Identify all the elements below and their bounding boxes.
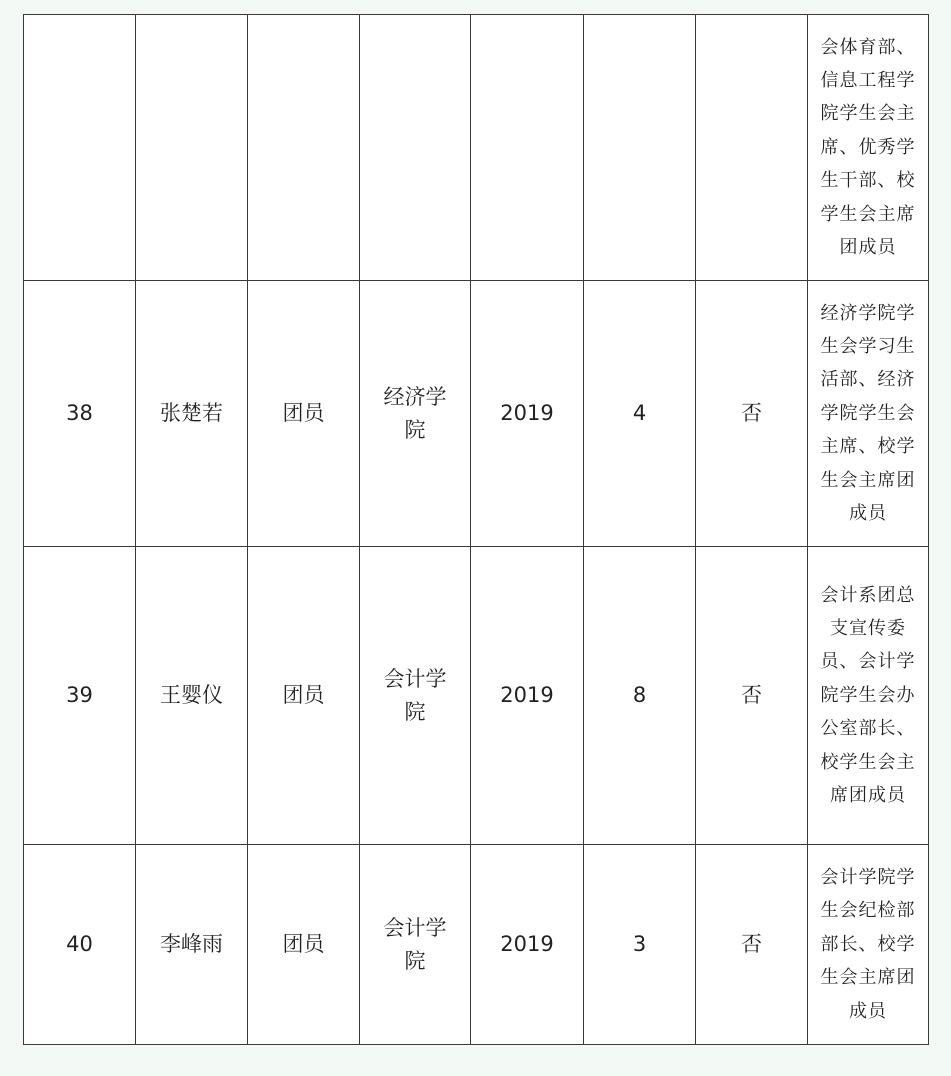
- table-row: [24, 845, 929, 1045]
- remark-cell: 会计学院学生会纪检部部长、校学生会主席团成员: [808, 845, 929, 1045]
- grade-cell: 2019: [471, 281, 584, 547]
- flag-cell: 否: [696, 845, 808, 1045]
- political-status-cell: 团员: [248, 845, 360, 1045]
- grade-cell: 2019: [471, 845, 584, 1045]
- flag-cell: 否: [696, 281, 808, 547]
- index-cell: 38: [24, 281, 136, 547]
- flag-cell: [696, 15, 808, 281]
- college-cell: [360, 15, 471, 281]
- value-cell: 8: [584, 547, 696, 845]
- value-cell: 4: [584, 281, 696, 547]
- index-cell: [24, 15, 136, 281]
- name-cell: 王婴仪: [136, 547, 248, 845]
- value-cell: 3: [584, 845, 696, 1045]
- grade-cell: [471, 15, 584, 281]
- index-cell: 39: [24, 547, 136, 845]
- index-cell: 40: [24, 845, 136, 1045]
- remark-cell: 会体育部、信息工程学院学生会主席、优秀学生干部、校学生会主席团成员: [808, 15, 929, 281]
- name-cell: 张楚若: [136, 281, 248, 547]
- remark-cell: 经济学院学生会学习生活部、经济学院学生会主席、校学生会主席团成员: [808, 281, 929, 547]
- value-cell: [584, 15, 696, 281]
- remark-cell: 会计系团总支宣传委员、会计学院学生会办公室部长、校学生会主席团成员: [808, 547, 929, 845]
- name-cell: 李峰雨: [136, 845, 248, 1045]
- political-status-cell: 团员: [248, 281, 360, 547]
- document-sheet: [23, 14, 928, 1044]
- roster-table: [23, 14, 929, 1045]
- table-row: [24, 547, 929, 845]
- political-status-cell: [248, 15, 360, 281]
- political-status-cell: 团员: [248, 547, 360, 845]
- table-row: [24, 281, 929, 547]
- college-cell: 会计学院: [360, 845, 471, 1045]
- college-cell: 经济学院: [360, 281, 471, 547]
- name-cell: [136, 15, 248, 281]
- grade-cell: 2019: [471, 547, 584, 845]
- flag-cell: 否: [696, 547, 808, 845]
- college-cell: 会计学院: [360, 547, 471, 845]
- table-row: [24, 15, 929, 281]
